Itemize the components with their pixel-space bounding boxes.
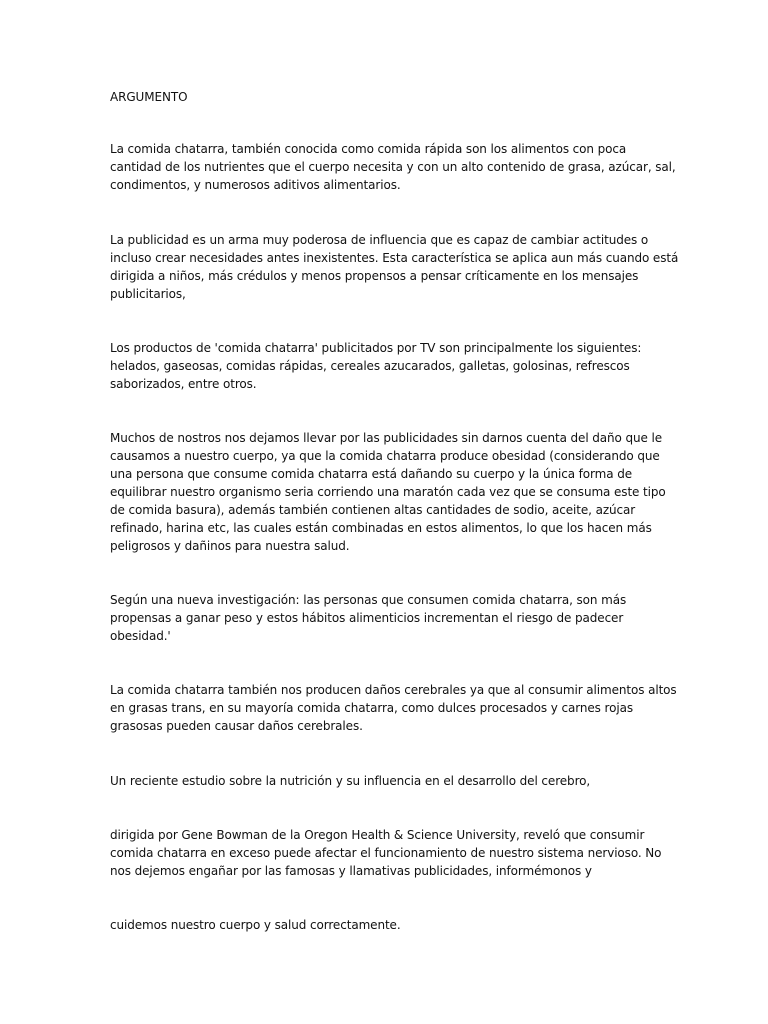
paragraph-definition: La comida chatarra, también conocida como comida rápida son los alimentos con poca cantidad de los nutrientes que el cuerpo necesita y con un alto contenido de grasa, azúcar, sal, condimentos, y numerosos aditivos alimentarios.	[110, 142, 676, 192]
paragraph-products: Los productos de 'comida chatarra' publicitados por TV son principalmente los siguientes: helados, gaseosas, comidas rápidas, cereales azucarados, galletas, golosinas, refrescos saborizados, entre otros.	[110, 341, 642, 391]
paragraph-study-detail: dirigida por Gene Bowman de la Oregon Health & Science University, reveló que consumir comida chatarra en exceso puede afectar el funcionamiento de nuestro sistema nervioso. No nos dejemos engañar por las famosas y llamativas publicidades, informémonos y	[110, 828, 662, 878]
paragraph-study-intro: Un reciente estudio sobre la nutrición y su influencia en el desarrollo del cerebro,	[110, 774, 591, 788]
document-heading: ARGUMENTO	[110, 90, 188, 104]
paragraph-conclusion: cuidemos nuestro cuerpo y salud correctamente.	[110, 918, 401, 932]
paragraph-brain-damage: La comida chatarra también nos producen daños cerebrales ya que al consumir alimentos altos en grasas trans, en su mayoría comida chatarra, como dulces procesados y carnes rojas grasosas pueden causar daños cerebrales.	[110, 683, 677, 733]
paragraph-research: Según una nueva investigación: las personas que consumen comida chatarra, son más propensas a ganar peso y estos hábitos alimenticios incrementan el riesgo de padecer obesidad.'	[110, 593, 627, 643]
paragraph-health-damage: Muchos de nostros nos dejamos llevar por las publicidades sin darnos cuenta del daño que le causamos a nuestro cuerpo, ya que la comida chatarra produce obesidad (considerando que una persona que consume comida chatarra está dañando su cuerpo y la única forma de equilibrar nuestro organismo seria corriendo una maratón cada vez que se consuma este tipo de comida basura), además también contienen altas cantidades de sodio, aceite, azúcar refinado, harina etc, las cuales están combinadas en estos alimentos, lo que los hacen más peligrosos y dañinos para nuestra salud.	[110, 431, 666, 553]
paragraph-advertising: La publicidad es un arma muy poderosa de influencia que es capaz de cambiar actitudes o incluso crear necesidades antes inexistentes. Esta característica se aplica aun más cuando está dirigida a niños, más crédulos y menos propensos a pensar críticamente en los mensajes publicitarios,	[110, 233, 679, 301]
